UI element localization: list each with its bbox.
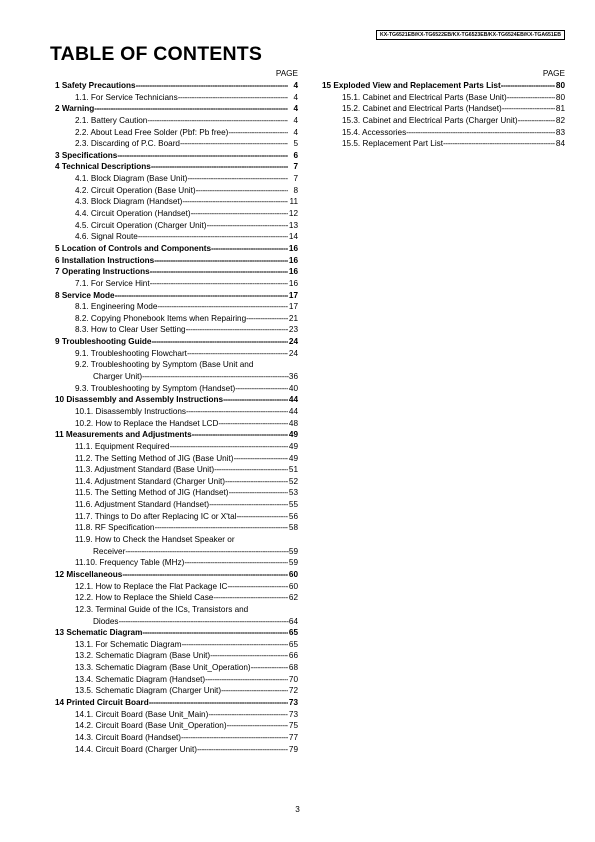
dot-leader xyxy=(147,115,288,127)
dot-leader xyxy=(187,348,288,360)
dot-leader xyxy=(186,406,288,418)
toc-entry[interactable] xyxy=(55,115,298,127)
toc-entry-label: 2 Warning xyxy=(55,104,95,114)
toc-entry-page: 72 xyxy=(288,686,298,696)
toc-section[interactable] xyxy=(55,697,298,709)
toc-entry-page: 5 xyxy=(293,139,298,149)
toc-section[interactable] xyxy=(322,80,565,92)
toc-entry-page: 59 xyxy=(288,558,298,568)
toc-entry-label: 15.1. Cabinet and Electrical Parts (Base Unit) xyxy=(342,92,507,102)
toc-entry-page: 64 xyxy=(288,616,298,626)
toc-entry[interactable] xyxy=(55,348,298,360)
toc-entry[interactable] xyxy=(55,406,298,418)
toc-entry[interactable] xyxy=(55,662,298,674)
toc-entry[interactable] xyxy=(55,92,298,104)
toc-entry[interactable] xyxy=(322,127,565,139)
toc-section[interactable] xyxy=(55,80,298,92)
toc-entry-label: 1 Safety Precautions xyxy=(55,80,136,90)
toc-entry-label: 11.6. Adjustment Standard (Handset) xyxy=(75,500,210,510)
toc-entry-label: 9.3. Troubleshooting by Symptom (Handset) xyxy=(75,383,236,393)
toc-entry-page: 56 xyxy=(288,511,298,521)
toc-entry-label: 10.1. Disassembly Instructions xyxy=(75,406,187,416)
toc-entry[interactable] xyxy=(55,522,298,534)
dot-leader xyxy=(181,639,288,651)
toc-entry-label: 4 Technical Descriptions xyxy=(55,162,151,172)
toc-entry-label: 8.3. How to Clear User Setting xyxy=(75,325,186,335)
toc-entry-page: 44 xyxy=(288,395,298,405)
dot-leader xyxy=(122,569,288,581)
toc-entry-page: 53 xyxy=(288,488,298,498)
toc-entry-label: 11 Measurements and Adjustments xyxy=(55,430,192,440)
toc-entry[interactable] xyxy=(55,138,298,150)
dot-leader xyxy=(117,150,288,162)
toc-entry[interactable] xyxy=(55,313,298,325)
toc-entry-label-cont: Charger Unit) xyxy=(93,372,143,382)
toc-section[interactable] xyxy=(55,266,298,278)
dot-leader xyxy=(246,313,288,325)
dot-leader xyxy=(154,255,288,267)
toc-entry-label: 12.3. Terminal Guide of the ICs, Transistors and xyxy=(75,604,249,614)
dot-leader xyxy=(205,674,288,686)
toc-section[interactable] xyxy=(55,394,298,406)
toc-entry-label: 11.10. Frequency Table (MHz) xyxy=(75,558,185,568)
toc-entry-page: 16 xyxy=(288,243,298,253)
dot-leader xyxy=(170,441,288,453)
toc-entry-page: 49 xyxy=(288,453,298,463)
toc-entry-label: 7.1. For Service Hint xyxy=(75,278,150,288)
toc-entry-label: 13.2. Schematic Diagram (Base Unit) xyxy=(75,651,211,661)
toc-entry-page: 40 xyxy=(288,383,298,393)
dot-leader xyxy=(209,499,288,511)
toc-entry[interactable] xyxy=(322,103,565,115)
dot-leader xyxy=(115,290,288,302)
dot-leader xyxy=(125,546,289,558)
toc-entry-page: 80 xyxy=(555,92,565,102)
toc-entry-page: 73 xyxy=(288,709,298,719)
toc-entry[interactable] xyxy=(322,115,565,127)
toc-entry-label: 4.3. Block Diagram (Handset) xyxy=(75,197,183,207)
toc-entry-label: 12 Miscellaneous xyxy=(55,569,123,579)
toc-entry-page: 55 xyxy=(288,500,298,510)
toc-entry-page: 77 xyxy=(288,732,298,742)
toc-entry-page: 59 xyxy=(288,546,298,556)
toc-section[interactable] xyxy=(55,290,298,302)
toc-entry[interactable] xyxy=(55,418,298,430)
dot-leader xyxy=(228,127,288,139)
dot-leader xyxy=(136,80,288,92)
toc-entry-page: 16 xyxy=(288,267,298,277)
toc-entry-label: 11.2. The Setting Method of JIG (Base Unit) xyxy=(75,453,234,463)
toc-entry-page: 81 xyxy=(555,104,565,114)
toc-section[interactable] xyxy=(55,243,298,255)
toc-entry[interactable] xyxy=(55,185,298,197)
toc-entry-label: 11.7. Things to Do after Replacing IC or X'tal xyxy=(75,511,237,521)
dot-leader xyxy=(235,383,288,395)
toc-entry-page: 13 xyxy=(288,220,298,230)
toc-entry[interactable] xyxy=(322,138,565,150)
dot-leader xyxy=(501,80,555,92)
dot-leader xyxy=(518,115,555,127)
toc-entry-label: 10.2. How to Replace the Handset LCD xyxy=(75,418,219,428)
toc-entry-page: 7 xyxy=(293,162,298,172)
toc-entry-page: 68 xyxy=(288,663,298,673)
toc-entry[interactable] xyxy=(55,557,298,569)
toc-entry-label-cont: Receiver xyxy=(93,546,126,556)
toc-list-right xyxy=(322,80,565,150)
dot-leader xyxy=(229,487,288,499)
toc-entry-page: 75 xyxy=(288,721,298,731)
toc-entry[interactable] xyxy=(55,650,298,662)
toc-entry-page: 11 xyxy=(289,197,298,207)
page-column-label: PAGE xyxy=(542,69,565,78)
toc-entry[interactable] xyxy=(55,383,298,395)
toc-entry[interactable] xyxy=(55,441,298,453)
toc-section[interactable] xyxy=(55,627,298,639)
dot-leader xyxy=(151,336,288,348)
toc-entry-label: 13 Schematic Diagram xyxy=(55,628,143,638)
toc-entry[interactable] xyxy=(55,499,298,511)
toc-entry[interactable] xyxy=(55,127,298,139)
page-number: 3 xyxy=(295,805,300,814)
toc-entry-label: 15 Exploded View and Replacement Parts List xyxy=(322,80,501,90)
toc-entry-page: 60 xyxy=(288,569,298,579)
toc-entry-page: 24 xyxy=(288,337,298,347)
toc-entry-label-cont: Diodes xyxy=(93,616,119,626)
toc-entry[interactable] xyxy=(55,720,298,732)
toc-entry-label: 13.3. Schematic Diagram (Base Unit_Operation) xyxy=(75,663,251,673)
dot-leader xyxy=(155,522,289,534)
dot-leader xyxy=(142,627,288,639)
toc-entry-page: 84 xyxy=(555,139,565,149)
toc-entry-page: 17 xyxy=(288,290,298,300)
toc-entry-label: 15.2. Cabinet and Electrical Parts (Handset) xyxy=(342,104,502,114)
toc-entry-label: 8 Service Mode xyxy=(55,290,115,300)
toc-entry-page: 36 xyxy=(288,372,298,382)
toc-entry-label: 4.4. Circuit Operation (Handset) xyxy=(75,209,191,219)
dot-leader xyxy=(94,103,288,115)
toc-entry-page: 73 xyxy=(288,697,298,707)
dot-leader xyxy=(234,453,288,465)
toc-entry-page: 79 xyxy=(288,744,298,754)
toc-entry-label: 13.4. Schematic Diagram (Handset) xyxy=(75,674,206,684)
toc-entry-page: 12 xyxy=(288,209,298,219)
toc-entry-label: 14.2. Circuit Board (Base Unit_Operation) xyxy=(75,721,227,731)
toc-entry-label: 15.3. Cabinet and Electrical Parts (Charger Unit) xyxy=(342,115,518,125)
toc-entry-page: 16 xyxy=(288,255,298,265)
toc-entry-label: 4.5. Circuit Operation (Charger Unit) xyxy=(75,220,207,230)
dot-leader xyxy=(182,196,288,208)
toc-entry[interactable] xyxy=(55,359,298,382)
toc-entry-label: 14 Printed Circuit Board xyxy=(55,697,149,707)
dot-leader xyxy=(178,92,288,104)
toc-entry-label: 11.5. The Setting Method of JIG (Handset) xyxy=(75,488,229,498)
dot-leader xyxy=(157,301,288,313)
toc-entry-label: 14.3. Circuit Board (Handset) xyxy=(75,732,182,742)
dot-leader xyxy=(151,161,288,173)
toc-entry-page: 23 xyxy=(288,325,298,335)
toc-entry-label: 14.4. Circuit Board (Charger Unit) xyxy=(75,744,197,754)
toc-entry-label: 11.9. How to Check the Handset Speaker or xyxy=(75,535,235,544)
toc-entry-label: 15.5. Replacement Part List xyxy=(342,139,444,149)
dot-leader xyxy=(223,394,288,406)
dot-leader xyxy=(221,685,288,697)
dot-leader xyxy=(236,511,288,523)
toc-section[interactable] xyxy=(55,150,298,162)
dot-leader xyxy=(180,138,288,150)
toc-entry[interactable] xyxy=(55,511,298,523)
dot-leader xyxy=(197,744,288,756)
toc-entry-label: 9 Troubleshooting Guide xyxy=(55,337,152,347)
toc-entry[interactable] xyxy=(55,196,298,208)
dot-leader xyxy=(181,732,288,744)
toc-entry-page: 62 xyxy=(288,593,298,603)
toc-entry-page: 6 xyxy=(293,150,298,160)
toc-entry-page: 8 xyxy=(293,185,298,195)
dot-leader xyxy=(187,173,288,185)
toc-entry[interactable] xyxy=(55,453,298,465)
toc-list-left xyxy=(55,80,298,755)
toc-entry[interactable] xyxy=(55,464,298,476)
toc-entry-label: 11.4. Adjustment Standard (Charger Unit) xyxy=(75,476,226,486)
toc-section[interactable] xyxy=(55,336,298,348)
toc-entry[interactable] xyxy=(55,173,298,185)
dot-leader xyxy=(214,464,288,476)
toc-entry-label: 11.3. Adjustment Standard (Base Unit) xyxy=(75,465,215,475)
toc-entry[interactable] xyxy=(55,604,298,627)
toc-entry-page: 7 xyxy=(293,174,298,184)
toc-entry-page: 66 xyxy=(288,651,298,661)
toc-entry-label: 12.2. How to Replace the Shield Case xyxy=(75,593,214,603)
toc-entry-page: 49 xyxy=(288,441,298,451)
toc-entry-page: 4 xyxy=(293,115,298,125)
toc-entry-page: 4 xyxy=(293,127,298,137)
toc-entry[interactable] xyxy=(55,685,298,697)
toc-entry[interactable] xyxy=(55,231,298,243)
dot-leader xyxy=(196,185,288,197)
dot-leader xyxy=(211,243,288,255)
toc-entry[interactable] xyxy=(55,581,298,593)
toc-entry-page: 16 xyxy=(288,278,298,288)
dot-leader xyxy=(149,697,288,709)
toc-entry-page: 58 xyxy=(288,523,298,533)
toc-entry[interactable] xyxy=(55,301,298,313)
toc-entry[interactable] xyxy=(55,674,298,686)
toc-entry-page: 4 xyxy=(293,92,298,102)
page-title: TABLE OF CONTENTS xyxy=(50,43,263,65)
dot-leader xyxy=(507,92,555,104)
toc-entry-label: 4.1. Block Diagram (Base Unit) xyxy=(75,174,188,184)
dot-leader xyxy=(218,418,288,430)
toc-entry[interactable] xyxy=(55,220,298,232)
toc-entry-label: 5 Location of Controls and Components xyxy=(55,243,212,253)
toc-entry-page: 48 xyxy=(288,418,298,428)
toc-entry-page: 65 xyxy=(288,628,298,638)
toc-section[interactable] xyxy=(55,429,298,441)
toc-section[interactable] xyxy=(55,255,298,267)
model-header: KX-TG6521EB/KX-TG6522EB/KX-TG6523EB/KX-TG6524EB/KX-TGA651EB xyxy=(376,30,565,40)
toc-entry-label: 8.2. Copying Phonebook Items when Repairing xyxy=(75,313,247,323)
toc-entry-page: 52 xyxy=(288,476,298,486)
dot-leader xyxy=(406,127,555,139)
toc-entry-label: 11.1. Equipment Required xyxy=(75,441,170,451)
toc-entry-page: 70 xyxy=(288,674,298,684)
toc-entry-label: 10 Disassembly and Assembly Instructions xyxy=(55,395,224,405)
toc-section[interactable] xyxy=(55,161,298,173)
dot-leader xyxy=(191,208,288,220)
toc-entry-page: 65 xyxy=(288,639,298,649)
dot-leader xyxy=(138,231,288,243)
dot-leader xyxy=(443,138,555,150)
toc-entry-page: 60 xyxy=(288,581,298,591)
toc-entry-label: 4.2. Circuit Operation (Base Unit) xyxy=(75,185,196,195)
toc-entry-label: 13.5. Schematic Diagram (Charger Unit) xyxy=(75,686,222,696)
toc-entry-label: 13.1. For Schematic Diagram xyxy=(75,639,182,649)
toc-entry-page: 4 xyxy=(293,104,298,114)
toc-entry-label: 6 Installation Instructions xyxy=(55,255,155,265)
toc-entry-page: 24 xyxy=(288,348,298,358)
toc-entry-label: 9.2. Troubleshooting by Symptom (Base Unit and xyxy=(75,360,254,370)
toc-entry-label: 3 Specifications xyxy=(55,150,118,160)
toc-entry-label: 2.1. Battery Caution xyxy=(75,115,148,125)
toc-entry-label: 8.1. Engineering Mode xyxy=(75,302,158,312)
dot-leader xyxy=(184,557,288,569)
toc-entry[interactable] xyxy=(55,487,298,499)
dot-leader xyxy=(227,720,288,732)
dot-leader xyxy=(150,278,288,290)
toc-section[interactable] xyxy=(55,103,298,115)
toc-entry-label: 12.1. How to Replace the Flat Package IC xyxy=(75,581,228,591)
toc-entry[interactable] xyxy=(322,92,565,104)
dot-leader xyxy=(210,650,288,662)
dot-leader xyxy=(225,476,288,488)
toc-entry-label: 2.3. Discarding of P.C. Board xyxy=(75,139,180,149)
dot-leader xyxy=(208,709,288,721)
toc-entry-page: 4 xyxy=(293,80,298,90)
dot-leader xyxy=(186,324,288,336)
toc-left-column xyxy=(55,68,298,755)
toc-entry-label: 15.4. Accessories xyxy=(342,127,407,137)
toc-entry-page: 17 xyxy=(288,302,298,312)
page-column-label: PAGE xyxy=(275,69,298,78)
toc-entry-page: 14 xyxy=(288,232,298,242)
dot-leader xyxy=(207,220,288,232)
toc-entry-page: 83 xyxy=(555,127,565,137)
dot-leader xyxy=(192,429,288,441)
toc-entry-label: 4.6. Signal Route xyxy=(75,232,138,242)
toc-entry-label: 2.2. About Lead Free Solder (Pbf: Pb free) xyxy=(75,127,229,137)
dot-leader xyxy=(502,103,555,115)
dot-leader xyxy=(251,662,288,674)
toc-entry-label: 14.1. Circuit Board (Base Unit_Main) xyxy=(75,709,209,719)
toc-entry[interactable] xyxy=(55,278,298,290)
toc-entry[interactable] xyxy=(55,639,298,651)
toc-entry-page: 21 xyxy=(288,313,298,323)
toc-entry[interactable] xyxy=(55,732,298,744)
toc-entry[interactable] xyxy=(55,324,298,336)
toc-entry-page: 49 xyxy=(288,430,298,440)
toc-entry-label: 7 Operating Instructions xyxy=(55,267,150,277)
toc-entry-label: 1.1. For Service Technicians xyxy=(75,92,178,102)
toc-right-column xyxy=(322,68,565,150)
toc-entry[interactable] xyxy=(55,534,298,557)
toc-entry-page: 51 xyxy=(288,465,298,475)
dot-leader xyxy=(150,266,288,278)
toc-entry-label: 11.8. RF Specification xyxy=(75,523,155,533)
toc-entry[interactable] xyxy=(55,592,298,604)
toc-entry[interactable] xyxy=(55,476,298,488)
dot-leader xyxy=(142,371,289,383)
toc-entry[interactable] xyxy=(55,208,298,220)
dot-leader xyxy=(213,592,288,604)
toc-section[interactable] xyxy=(55,569,298,581)
dot-leader xyxy=(119,616,289,628)
toc-entry-label: 9.1. Troubleshooting Flowchart xyxy=(75,348,187,358)
dot-leader xyxy=(227,581,288,593)
toc-entry[interactable] xyxy=(55,709,298,721)
toc-entry-page: 82 xyxy=(555,115,565,125)
toc-entry[interactable] xyxy=(55,744,298,756)
toc-entry-page: 44 xyxy=(288,406,298,416)
toc-entry-page: 80 xyxy=(555,80,565,90)
